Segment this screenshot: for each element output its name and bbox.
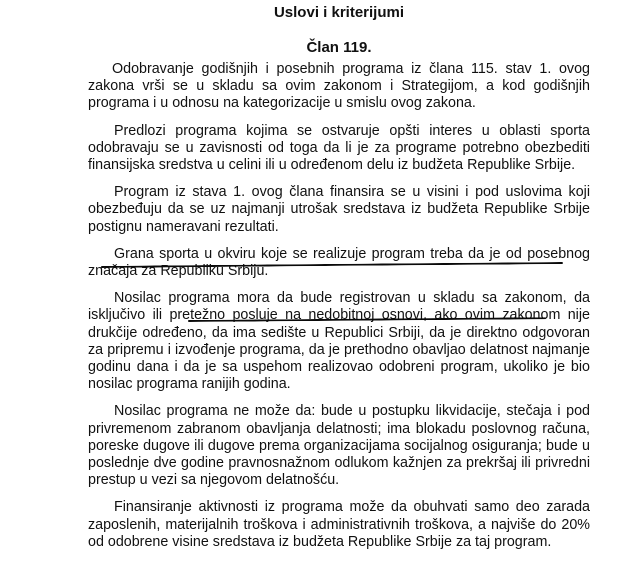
- section-title: Uslovi i kriterijumi: [273, 4, 405, 21]
- document-page: [88, 4, 590, 561]
- article-title: Član 119.: [306, 39, 372, 56]
- paragraph-6: Nosilac programa ne može da: bude u postupku likvidacije, stečaja i pod privremenom zabranom obavljanja delatnosti; ima blokadu poslovnog računa, poreske dugove ili dugove prema organizacijama socijalnog osiguranja; bude u poslednje dve godine pravnosnažnom odlukom kažnjen za prekršaj ili privredni prestup u vezi sa njegovom delatnošću.: [88, 403, 590, 489]
- paragraph-1: Odobravanje godišnjih i posebnih programa iz člana 115. stav 1. ovog zakona vrši se u skladu sa ovim zakonom i Strategijom, a kod godišnjih programa i u odnosu na kategorizacije u smislu ovog zakona.: [88, 61, 590, 112]
- paragraph-7: Finansiranje aktivnosti iz programa može da obuhvati samo deo zarada zaposlenih, materijalnih troškova i administrativnih troškova, a najviše do 20% od odobrene visine sredstava iz budžeta Republike Srbije za taj program.: [88, 499, 590, 550]
- paragraph-4: Grana sporta u okviru koje se realizuje program treba da je od posebnog značaja za Republiku Srbiju.: [88, 245, 590, 280]
- paragraph-2: Predlozi programa kojima se ostvaruje opšti interes u oblasti sporta odobravaju se u zavisnosti od toga da li je za programe potrebno obezbediti finansijska sredstva u celini ili u određenom delu iz budžeta Republike Srbije.: [88, 122, 590, 174]
- paragraph-5: Nosilac programa mora da bude registrovan u skladu sa zakonom, da isključivo ili pretežno posluje na nedobitnoj osnovi, ako ovim zakonom nije drukčije određeno, da ima sedište u Republici Srbiji, da je direktno odgovoran za pripremu i izvođenje programa, da je prethodno obavljao delatnost najmanje godinu dana i da je sa uspehom realizovao odobreni program, ukoliko je bio nosilac programa ranijih godina.: [88, 290, 590, 393]
- paragraph-3: Program iz stava 1. ovog člana finansira se u visini i pod uslovima koji obezbeđuju da se uz najmanji utrošak sredstava iz budžeta Republike Srbije postignu nameravani rezultati.: [88, 184, 590, 235]
